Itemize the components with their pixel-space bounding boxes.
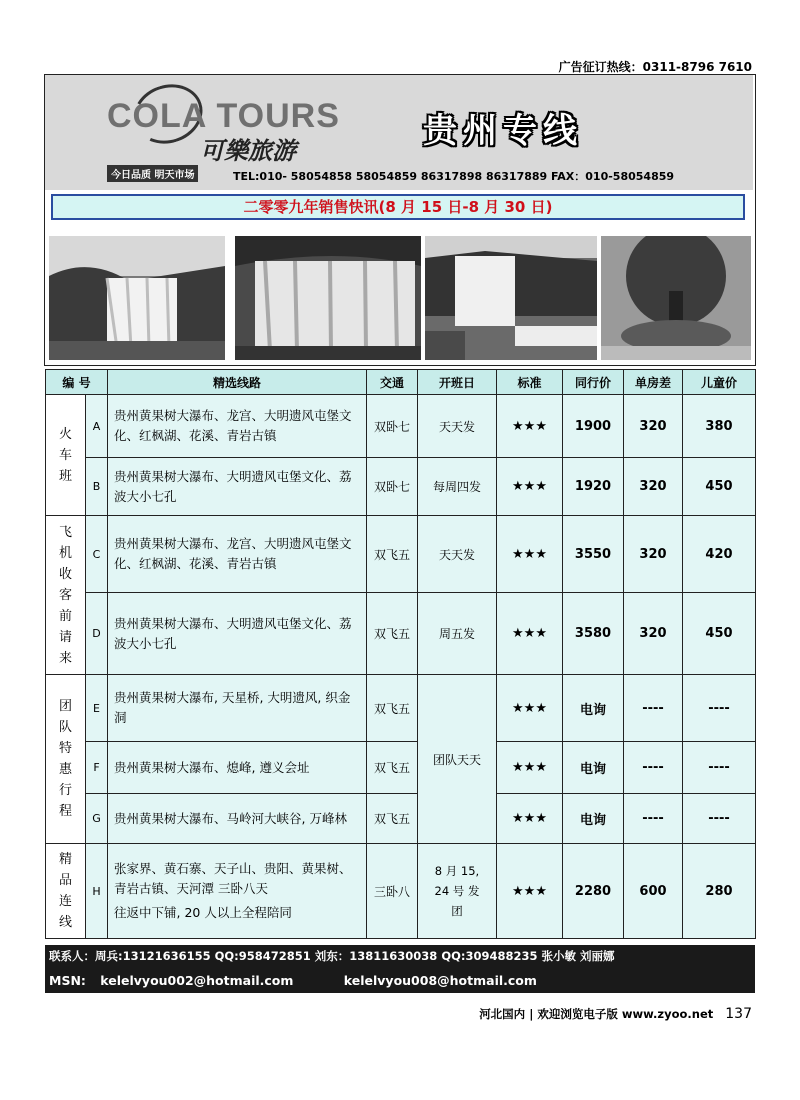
row-route: 贵州黄果树大瀑布、龙宫、大明遗风屯堡文化、红枫湖、花溪、青岩古镇: [108, 395, 367, 458]
table-header-row: [46, 370, 756, 395]
row-departure: 每周四发: [418, 458, 497, 516]
row-stars: ★★★: [497, 675, 563, 742]
row-child: 450: [683, 458, 756, 516]
row-transport: 双飞五: [367, 794, 418, 844]
row-child: ----: [683, 675, 756, 742]
row-code: E: [86, 675, 108, 742]
page-footer: [479, 1006, 752, 1022]
row-child: ----: [683, 742, 756, 794]
page-number: 137: [725, 1006, 752, 1022]
header-price: 同行价: [563, 370, 624, 395]
row-stars: ★★★: [497, 844, 563, 939]
row-child: ----: [683, 794, 756, 844]
waterfall-photo-3: [425, 236, 597, 360]
row-route: 贵州黄果树大瀑布, 天星桥, 大明遗风, 织金洞: [108, 675, 367, 742]
row-departure: 天天发: [418, 516, 497, 593]
row-stars: ★★★: [497, 593, 563, 675]
row-transport: 双卧七: [367, 395, 418, 458]
row-route: 贵州黄果树大瀑布、大明遗风屯堡文化、荔波大小七孔: [108, 458, 367, 516]
header-standard: 标准: [497, 370, 563, 395]
logo-chinese: 可樂旅游: [200, 136, 296, 165]
msn-email-2: kelelvyou008@hotmail.com: [343, 973, 537, 988]
header-single: 单房差: [624, 370, 683, 395]
row-single: 320: [624, 593, 683, 675]
row-departure: 团队天天: [418, 675, 497, 844]
row-price: 电询: [563, 675, 624, 742]
waterfall-photo-2: [235, 236, 421, 360]
row-transport: 三卧八: [367, 844, 418, 939]
row-code: H: [86, 844, 108, 939]
page-footer-text: 河北国内 | 欢迎浏览电子版 www.zyoo.net: [479, 1007, 714, 1021]
row-child: 380: [683, 395, 756, 458]
contact-line: TEL:010- 58054858 58054859 86317898 86317889 FAX：010-58054859: [233, 170, 675, 183]
row-code: A: [86, 395, 108, 458]
row-route: 贵州黄果树大瀑布、熄峰, 遵义会址: [108, 742, 367, 794]
row-single: ----: [624, 794, 683, 844]
row-single: 320: [624, 516, 683, 593]
row-stars: ★★★: [497, 794, 563, 844]
logo-english: COLA TOURS: [107, 97, 340, 135]
row-transport: 双卧七: [367, 458, 418, 516]
sales-banner: [45, 190, 753, 228]
row-route-note: 往返中下铺, 20 人以上全程陪同: [114, 905, 292, 920]
table-row: [46, 516, 756, 593]
waterfall-photo-1: [49, 236, 225, 360]
contact-people: 联系人：周兵:13121636155 QQ:958472851 刘东：13811630038 QQ:309488235 张小敏 刘丽娜: [49, 949, 615, 963]
row-transport: 双飞五: [367, 516, 418, 593]
row-price: 电询: [563, 794, 624, 844]
row-single: 320: [624, 458, 683, 516]
table-row: [46, 395, 756, 458]
row-price: 1920: [563, 458, 624, 516]
row-single: ----: [624, 675, 683, 742]
header: [45, 75, 753, 190]
row-transport: 双飞五: [367, 593, 418, 675]
row-code: F: [86, 742, 108, 794]
route-table: [45, 369, 756, 939]
msn-label: MSN:: [49, 973, 86, 988]
row-route: 贵州黄果树大瀑布、马岭河大峡谷, 万峰林: [108, 794, 367, 844]
row-code: C: [86, 516, 108, 593]
row-stars: ★★★: [497, 742, 563, 794]
table-row: [46, 458, 756, 516]
row-stars: ★★★: [497, 458, 563, 516]
row-route: 张家界、黄石寨、天子山、贵阳、黄果树、青岩古镇、天河潭 三卧八天: [114, 861, 352, 896]
header-route: 精选线路: [108, 370, 367, 395]
row-price: 3580: [563, 593, 624, 675]
row-child: 450: [683, 593, 756, 675]
row-transport: 双飞五: [367, 675, 418, 742]
row-departure: 天天发: [418, 395, 497, 458]
row-route: 贵州黄果树大瀑布、大明遗风屯堡文化、荔波大小七孔: [108, 593, 367, 675]
row-stars: ★★★: [497, 516, 563, 593]
row-departure: 8 月 15, 24 号 发 团: [418, 844, 497, 939]
table-row: [46, 794, 756, 844]
row-child: 420: [683, 516, 756, 593]
row-route-cell: [108, 844, 367, 939]
table-row: [46, 593, 756, 675]
logo-slogan: 今日品质 明天市场: [107, 165, 198, 182]
row-departure: 周五发: [418, 593, 497, 675]
contact-footer: [45, 945, 755, 993]
row-route: 贵州黄果树大瀑布、龙宫、大明遗风屯堡文化、红枫湖、花溪、青岩古镇: [108, 516, 367, 593]
msn-email-1: kelelvyou002@hotmail.com: [100, 973, 294, 988]
banner-text: 二零零九年销售快讯(8 月 15 日-8 月 30 日): [51, 194, 745, 220]
row-price: 2280: [563, 844, 624, 939]
ad-hotline: 广告征订热线：0311-8796 7610: [558, 60, 752, 74]
table-row: [46, 675, 756, 742]
photo-strip: [45, 236, 753, 362]
route-title: 贵州专线: [423, 111, 583, 151]
header-code: 编 号: [46, 370, 108, 395]
tree-photo: [601, 236, 751, 360]
row-single: 600: [624, 844, 683, 939]
row-child: 280: [683, 844, 756, 939]
table-row: [46, 844, 756, 939]
group-team: 团队特惠行程: [46, 675, 86, 844]
row-price: 1900: [563, 395, 624, 458]
row-stars: ★★★: [497, 395, 563, 458]
group-fly: 飞机收客前请来: [46, 516, 86, 675]
row-price: 3550: [563, 516, 624, 593]
table-row: [46, 742, 756, 794]
row-single: 320: [624, 395, 683, 458]
header-child: 儿童价: [683, 370, 756, 395]
header-transport: 交通: [367, 370, 418, 395]
row-price: 电询: [563, 742, 624, 794]
row-code: G: [86, 794, 108, 844]
group-premium: 精品连线: [46, 844, 86, 939]
row-code: D: [86, 593, 108, 675]
group-train: 火车班: [46, 395, 86, 516]
row-code: B: [86, 458, 108, 516]
header-departure: 开班日: [418, 370, 497, 395]
row-transport: 双飞五: [367, 742, 418, 794]
row-single: ----: [624, 742, 683, 794]
msn-row: [49, 973, 537, 988]
